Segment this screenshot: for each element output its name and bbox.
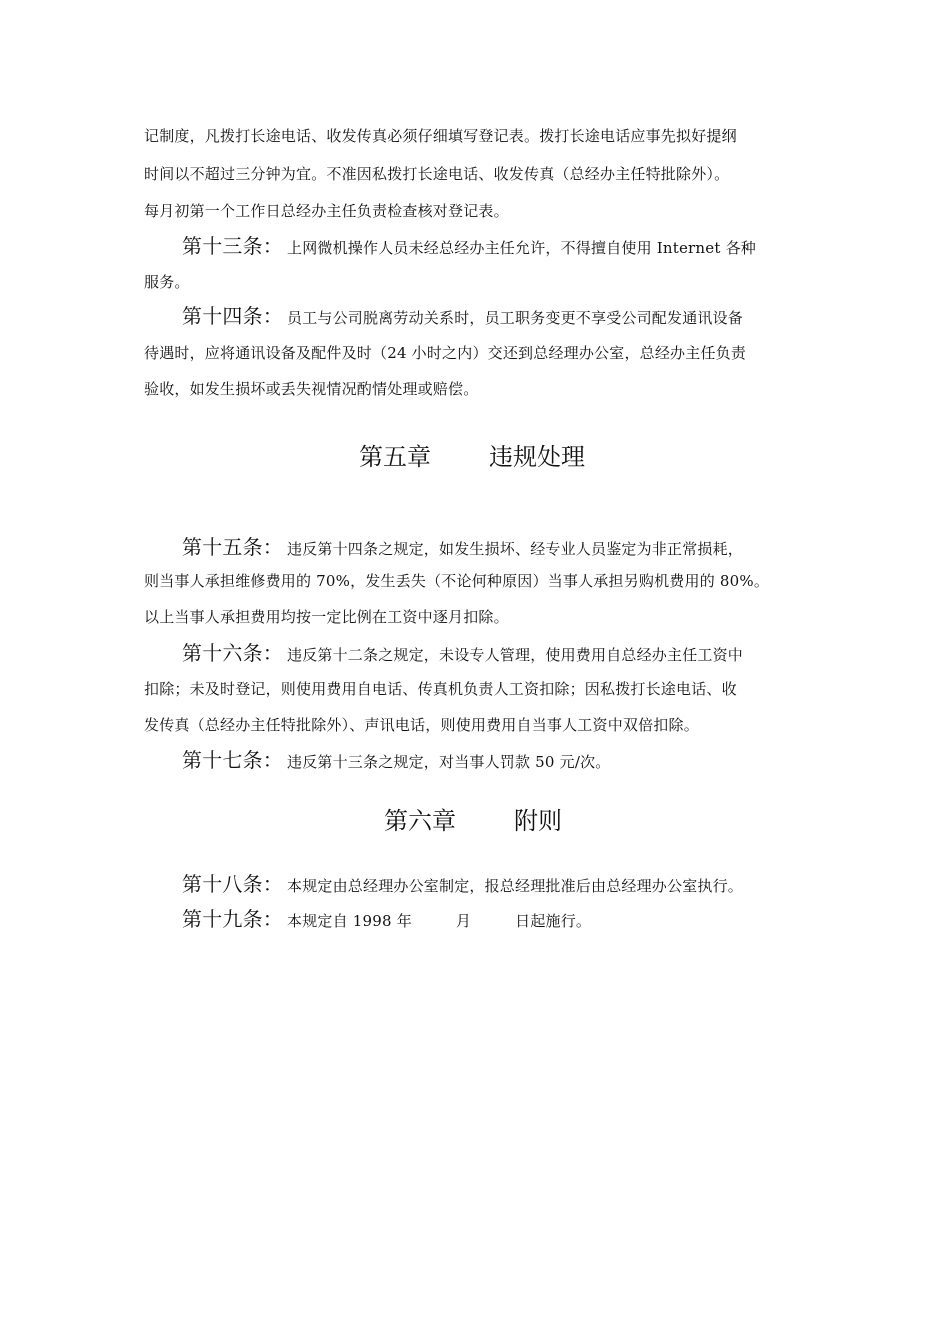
article-label: 第十五条： bbox=[182, 535, 283, 559]
article-text: 违反第十二条之规定，未设专人管理，使用费用自总经办主任工资中 bbox=[287, 646, 744, 664]
article-label: 第十三条： bbox=[182, 234, 283, 258]
paragraph-line: 扣除；未及时登记，则使用费用自电话、传真机负责人工资扣除；因私拨打长途电话、收 bbox=[144, 680, 737, 698]
article-15 bbox=[182, 535, 743, 559]
article-17 bbox=[182, 748, 610, 772]
chapter-heading bbox=[359, 442, 585, 472]
paragraph-line: 发传真（总经办主任特批除外）、声讯电话，则使用费用自当事人工资中双倍扣除。 bbox=[144, 716, 699, 734]
article-label: 第十七条： bbox=[182, 748, 283, 772]
article-label: 第十六条： bbox=[182, 641, 283, 665]
paragraph-line: 验收，如发生损坏或丢失视情况酌情处理或赔偿。 bbox=[144, 380, 479, 398]
paragraph-line: 以上当事人承担费用均按一定比例在工资中逐月扣除。 bbox=[144, 608, 509, 626]
chapter-heading bbox=[384, 806, 562, 836]
article-text: 上网微机操作人员未经总经办主任允许，不得擅自使用 Internet 各种 bbox=[287, 239, 756, 257]
paragraph-line: 待遇时，应将通讯设备及配件及时（24 小时之内）交还到总经理办公室，总经办主任负责 bbox=[144, 344, 747, 362]
article-text: 违反第十三条之规定，对当事人罚款 50 元/次。 bbox=[287, 753, 611, 771]
article-label: 第十八条： bbox=[182, 872, 283, 896]
chapter-number: 第五章 bbox=[359, 443, 431, 471]
article-14 bbox=[182, 304, 743, 328]
article-text: 月 bbox=[455, 912, 472, 930]
paragraph-line: 则当事人承担维修费用的 70%，发生丢失（不论何种原因）当事人承担另购机费用的 80%。 bbox=[144, 572, 770, 590]
chapter-title: 违规处理 bbox=[489, 443, 585, 471]
paragraph-line: 时间以不超过三分钟为宜。不准因私拨打长途电话、收发传真（总经办主任特批除外）。 bbox=[144, 165, 730, 183]
article-label: 第十九条： bbox=[182, 907, 283, 931]
article-text: 本规定由总经理办公室制定，报总经理批准后由总经理办公室执行。 bbox=[287, 877, 744, 895]
chapter-number: 第六章 bbox=[384, 807, 456, 835]
article-text: 本规定自 1998 年 bbox=[287, 912, 412, 930]
chapter-title: 附则 bbox=[514, 807, 562, 835]
article-13 bbox=[182, 234, 756, 258]
article-16 bbox=[182, 641, 743, 665]
article-text: 违反第十四条之规定，如发生损坏、经专业人员鉴定为非正常损耗， bbox=[287, 540, 744, 558]
article-19 bbox=[182, 907, 591, 931]
article-label: 第十四条： bbox=[182, 304, 283, 328]
paragraph-line: 记制度，凡拨打长途电话、收发传真必须仔细填写登记表。拨打长途电话应事先拟好提纲 bbox=[144, 127, 737, 145]
article-18 bbox=[182, 872, 743, 896]
paragraph-line: 服务。 bbox=[144, 273, 190, 291]
article-text: 日起施行。 bbox=[515, 912, 592, 930]
paragraph-line: 每月初第一个工作日总经办主任负责检查核对登记表。 bbox=[144, 202, 509, 220]
article-text: 员工与公司脱离劳动关系时，员工职务变更不享受公司配发通讯设备 bbox=[287, 309, 744, 327]
